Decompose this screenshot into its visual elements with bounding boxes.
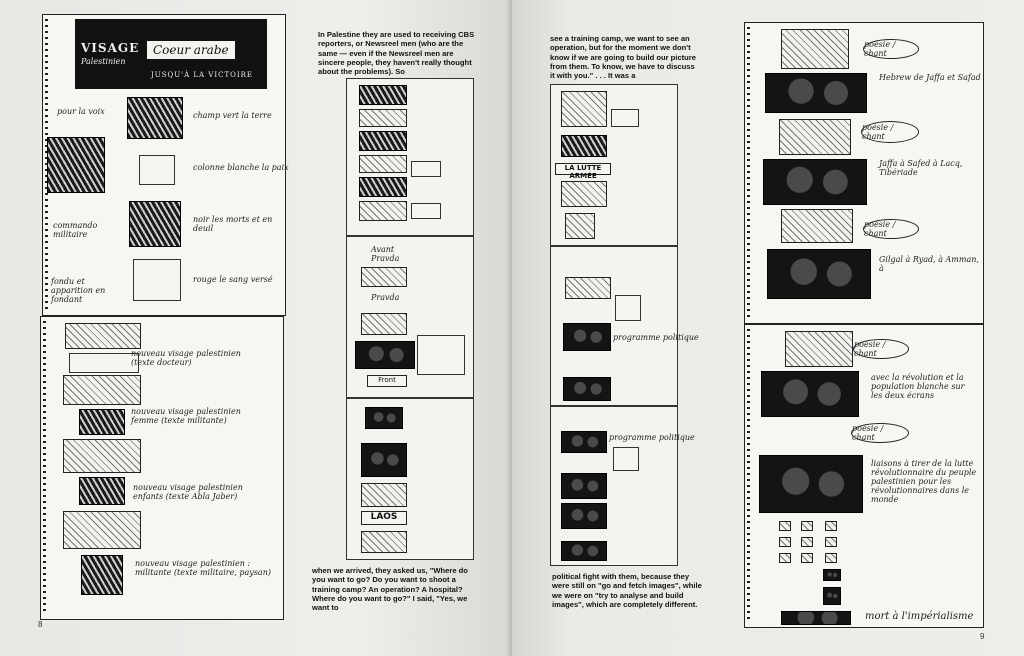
- storyboard-frame: [359, 201, 407, 221]
- storyboard-frame: [779, 119, 851, 155]
- storyboard-frame: [563, 377, 611, 401]
- film-strip: [550, 406, 695, 566]
- storyboard-frame: [361, 313, 407, 335]
- handwritten-note: colonne blanche la paix: [193, 163, 289, 172]
- storyboard-frame: [785, 331, 853, 367]
- title-palestinien: Palestinien: [81, 57, 126, 66]
- storyboard-frame: [825, 521, 837, 531]
- storyboard-frame: [763, 159, 867, 205]
- storyboard-frame: [561, 541, 607, 561]
- storyboard-frame: [801, 553, 813, 563]
- storyboard-frame: [611, 109, 639, 127]
- speech-bubble: poésie / chant: [861, 121, 919, 143]
- handwritten-note: Hebrew de Jaffa et Safad: [879, 73, 981, 82]
- handwritten-note: rouge le sang versé: [193, 275, 273, 284]
- strip-label: Avant Pravda: [371, 245, 400, 263]
- handwritten-note: commando militaire: [53, 221, 98, 239]
- storyboard-frame: [565, 277, 611, 299]
- storyboard-frame: [365, 407, 403, 429]
- strip-label-box: [555, 163, 611, 180]
- storyboard-frame: [781, 29, 849, 69]
- handwritten-note: nouveau visage palestinien : militante (texte militaire, paysan): [135, 559, 271, 577]
- storyboard-frame: [565, 213, 595, 239]
- storyboard-frame: [561, 181, 607, 207]
- page-number: 9: [980, 632, 985, 641]
- storyboard-frame: [361, 443, 407, 477]
- handwritten-note: liaisons à tirer de la lutte révolutionnaire du peuple palestinien pour les révolutionnaires dans le monde: [871, 459, 977, 504]
- article-text: In Palestine they are used to receiving CBS reporters, or Newsreel men (who are the same — even if the Newsreel men are sincere people, they haven't really thought about the problems). So: [318, 30, 475, 76]
- storyboard-frame: [767, 249, 871, 299]
- storyboard-frame: [79, 477, 125, 505]
- strip-label: LAOS: [370, 512, 398, 522]
- handwritten-note: nouveau visage palestinien femme (texte militante): [131, 407, 241, 425]
- film-strip: [346, 398, 474, 560]
- handwritten-note: fondu et apparition en fondant: [51, 277, 106, 304]
- storyboard-frame: [411, 203, 441, 219]
- storyboard-frame: [801, 521, 813, 531]
- article-text: political fight with them, because they were still on "go and fetch images", while we were on "try to analyse and build images", which are completely different.: [552, 572, 702, 609]
- page-number: 8: [38, 620, 43, 629]
- storyboard-frame: [47, 137, 105, 193]
- storyboard-frame: [417, 335, 465, 375]
- storyboard-frame: [781, 611, 851, 625]
- storyboard-frame: [63, 511, 141, 549]
- storyboard-frame: [615, 295, 641, 321]
- strip-label-box: [361, 511, 407, 525]
- title-coeur-arabe: Coeur arabe: [147, 41, 235, 59]
- storyboard-frame: [801, 537, 813, 547]
- film-strip: [550, 246, 699, 406]
- storyboard-frame: [359, 85, 407, 105]
- handwritten-note: mort à l'impérialisme: [865, 611, 974, 622]
- storyboard-frame: [63, 439, 141, 473]
- strip-label-box: [367, 375, 407, 387]
- storyboard-frame: [761, 371, 859, 417]
- handwritten-note: pour la voix: [57, 107, 105, 116]
- strip-label: programme politique: [609, 433, 695, 442]
- storyboard-frame: [359, 177, 407, 197]
- speech-bubble: poésie / chant: [863, 219, 919, 239]
- storyboard-frame: [65, 323, 141, 349]
- storyboard-frame: [361, 531, 407, 553]
- storyboard-frame: [825, 537, 837, 547]
- storyboard-frame: [561, 431, 607, 453]
- storyboard-frame: [613, 447, 639, 471]
- storyboard-frame: [825, 553, 837, 563]
- storyboard-sheet-top-right: [744, 22, 984, 324]
- film-strip: [346, 78, 474, 236]
- handwritten-note: avec la révolution et la population blanche sur les deux écrans: [871, 373, 965, 400]
- right-page: [512, 0, 1024, 656]
- title-visage: VISAGE: [81, 41, 140, 55]
- handwritten-note: Jaffa à Safed à Lacq, Tibériade: [879, 159, 963, 177]
- storyboard-frame: [127, 97, 183, 139]
- storyboard-frame: [69, 353, 139, 373]
- title-card: [75, 19, 267, 89]
- storyboard-frame: [355, 341, 415, 369]
- strip-label: Pravda: [371, 293, 400, 302]
- storyboard-frame: [63, 375, 141, 405]
- storyboard-frame: [779, 521, 791, 531]
- handwritten-note: nouveau visage palestinien enfants (texte Abla Jaber): [133, 483, 243, 501]
- storyboard-frame: [359, 109, 407, 127]
- speech-bubble: poésie / chant: [851, 423, 909, 443]
- storyboard-frame: [563, 323, 611, 351]
- storyboard-frame: [823, 569, 841, 581]
- strip-label: LA LUTTE ARMÉE: [564, 164, 602, 180]
- storyboard-frame: [759, 455, 863, 513]
- storyboard-frame: [81, 555, 123, 595]
- speech-bubble: poésie / chant: [853, 339, 909, 359]
- film-strip: [346, 236, 474, 398]
- storyboard-frame: [411, 161, 441, 177]
- storyboard-frame: [359, 155, 407, 173]
- strip-label: Front: [378, 376, 396, 384]
- storyboard-frame: [561, 91, 607, 127]
- storyboard-frame: [765, 73, 867, 113]
- storyboard-frame: [561, 503, 607, 529]
- storyboard-frame: [129, 201, 181, 247]
- storyboard-frame: [561, 473, 607, 499]
- storyboard-frame: [361, 267, 407, 287]
- handwritten-note: noir les morts et en deuil: [193, 215, 273, 233]
- strip-label: programme politique: [613, 333, 699, 342]
- title-victoire: JUSQU'À LA VICTOIRE: [151, 71, 254, 79]
- speech-bubble: poésie / chant: [863, 39, 919, 59]
- storyboard-frame: [133, 259, 181, 301]
- storyboard-sheet-bottom-right: [744, 324, 984, 628]
- storyboard-frame: [79, 409, 125, 435]
- storyboard-frame: [779, 553, 791, 563]
- storyboard-frame: [779, 537, 791, 547]
- storyboard-sheet-top-left: [42, 14, 289, 316]
- storyboard-sheet-bottom-left: [40, 316, 284, 620]
- storyboard-frame: [139, 155, 175, 185]
- handwritten-note: nouveau visage palestinien (texte docteur): [131, 349, 241, 367]
- storyboard-frame: [361, 483, 407, 507]
- storyboard-frame: [359, 131, 407, 151]
- storyboard-frame: [561, 135, 607, 157]
- handwritten-note: Gilgal à Ryad, à Amman, à: [879, 255, 979, 273]
- storyboard-frame: [781, 209, 853, 243]
- article-text: when we arrived, they asked us, "Where do you want to go? Do you want to shoot a training camp? An operation? A hospital? Where do you want to go?" I said, "Yes, we want to: [312, 566, 468, 612]
- film-strip: [550, 84, 678, 246]
- handwritten-note: champ vert la terre: [193, 111, 272, 120]
- storyboard-frame: [823, 587, 841, 605]
- article-text: see a training camp, we want to see an operation, but for the moment we don't know if we are going to build our picture from them. To know, we have to discuss it with you." . . . It was a: [550, 34, 696, 80]
